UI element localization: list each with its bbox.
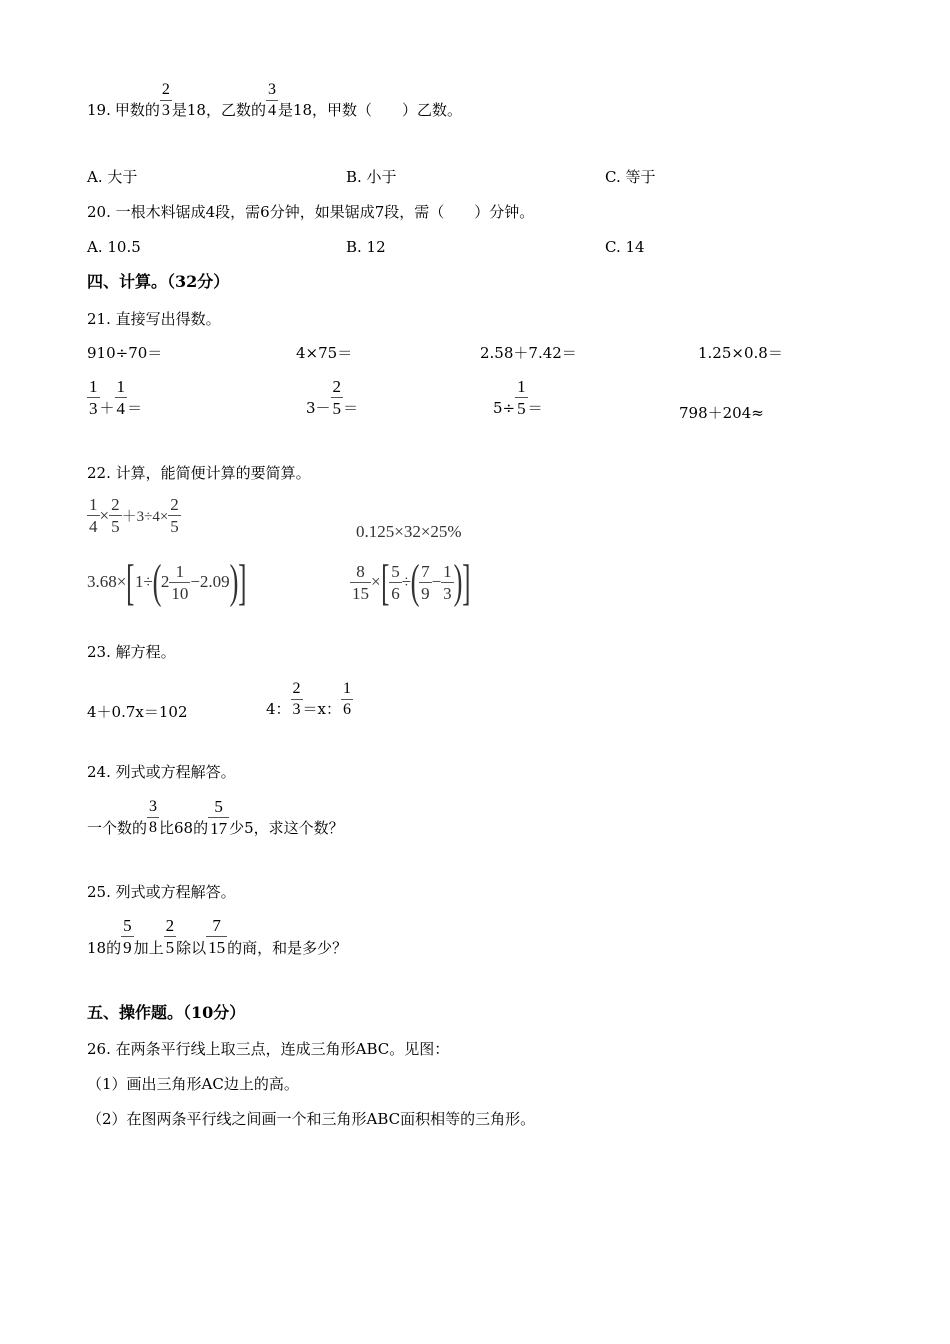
- fraction: [169, 563, 190, 602]
- middle-terms: ＋3÷4×: [121, 509, 169, 525]
- fraction: [291, 681, 303, 718]
- q25-text-4: 的商，和是多少？: [227, 939, 348, 957]
- numerator: 1: [517, 376, 526, 396]
- fraction: [147, 799, 159, 836]
- numerator: 2: [160, 82, 172, 101]
- denominator: 6: [391, 583, 400, 603]
- q22-expression-1: [87, 496, 181, 535]
- numerator: 1: [89, 376, 98, 396]
- q25-problem: [87, 915, 347, 957]
- q23-equation-1: 4＋0.7x＝102: [87, 703, 188, 721]
- q21-item-6: [306, 377, 358, 417]
- fraction: [206, 917, 227, 956]
- q19-number: 19.: [87, 101, 111, 119]
- section-heading-calculation: 四、计算。（32分）: [87, 272, 230, 291]
- fraction: [389, 563, 402, 602]
- prefix: 3－: [306, 399, 331, 417]
- denominator: 17: [210, 818, 228, 838]
- fraction: [121, 917, 134, 956]
- left-paren: (: [152, 555, 162, 608]
- fraction: [160, 82, 172, 119]
- right-bracket: ]: [237, 554, 247, 610]
- question-23: 23. 解方程。: [87, 643, 176, 661]
- prefix: 3.68×: [87, 572, 127, 591]
- q22-expression-2: 0.125×32×25%: [356, 522, 462, 541]
- q22-expression-4: [350, 556, 470, 608]
- q19-text-3: 是18，甲数（ ）乙数。: [277, 101, 463, 119]
- q19-text-1: 甲数的: [114, 101, 160, 119]
- numerator: 3: [266, 82, 278, 101]
- q25-text-3: 除以: [176, 939, 207, 957]
- denominator: 8: [149, 818, 158, 836]
- numerator: 2: [170, 495, 179, 514]
- minus-sign: −: [431, 572, 442, 591]
- q19-option-c: C. 等于: [605, 168, 656, 186]
- left-bracket: [: [126, 554, 135, 610]
- fraction: [331, 378, 344, 417]
- numerator: 2: [332, 376, 342, 396]
- denominator: 15: [352, 583, 369, 603]
- q25-text-1: 18的: [87, 939, 122, 957]
- numerator: 1: [89, 495, 98, 514]
- q26-part-1: （1）画出三角形AC边上的高。: [87, 1075, 299, 1093]
- q21-item-5: [87, 377, 142, 417]
- equals-sign: ＝: [127, 399, 143, 417]
- denominator: 6: [343, 700, 352, 718]
- question-24: 24. 列式或方程解答。: [87, 763, 236, 781]
- fraction: [208, 798, 229, 837]
- denominator: 5: [517, 398, 526, 418]
- right-bracket: ]: [461, 554, 471, 610]
- prefix: 4：: [266, 700, 291, 718]
- q20-option-a: A. 10.5: [87, 238, 141, 256]
- fraction: [87, 496, 100, 535]
- denominator: 9: [421, 583, 430, 603]
- numerator: 1: [116, 376, 126, 396]
- q24-text-1: 一个数的: [87, 819, 148, 837]
- q24-text-3: 少5，求这个数？: [229, 819, 344, 837]
- numerator: 7: [206, 917, 227, 937]
- fraction: [266, 82, 278, 119]
- left-bracket: [: [380, 554, 390, 610]
- question-19: [87, 80, 463, 136]
- numerator: 5: [208, 798, 229, 818]
- question-21: 21. 直接写出得数。: [87, 310, 221, 328]
- denominator: 4: [116, 398, 126, 418]
- denominator: 15: [208, 937, 226, 957]
- section-heading-operation: 五、操作题。（10分）: [87, 1003, 246, 1022]
- fraction: [87, 378, 100, 417]
- one-divide: 1÷: [135, 572, 153, 591]
- q21-item-4: 1.25×0.8＝: [698, 344, 783, 362]
- denominator: 3: [292, 700, 301, 718]
- numerator: 7: [421, 561, 430, 581]
- q25-text-2: 加上: [133, 939, 164, 957]
- fraction: [168, 496, 181, 535]
- right-paren: ): [453, 555, 463, 608]
- numerator: 2: [291, 681, 303, 700]
- denominator: 3: [161, 101, 170, 119]
- question-22: 22. 计算，能简便计算的要简算。: [87, 464, 311, 482]
- numerator: 1: [169, 563, 190, 583]
- q21-item-2: 4×75＝: [296, 344, 353, 362]
- q19-text-2: 是18，乙数的: [171, 101, 266, 119]
- middle: ＝x：: [302, 700, 342, 718]
- question-25: 25. 列式或方程解答。: [87, 883, 236, 901]
- q21-item-7: [493, 377, 543, 417]
- numerator: 5: [391, 561, 400, 581]
- q19-option-a: A. 大于: [87, 168, 138, 186]
- q26-part-2: （2）在图两条平行线之间画一个和三角形ABC面积相等的三角形。: [87, 1110, 536, 1128]
- times-sign: ×: [99, 505, 110, 525]
- equals-sign: ＝: [343, 399, 359, 417]
- numerator: 8: [350, 563, 371, 583]
- numerator: 2: [165, 915, 175, 935]
- denominator: 3: [443, 583, 452, 603]
- fraction: [441, 563, 454, 602]
- fraction: [115, 378, 128, 417]
- q20-option-c: C. 14: [605, 238, 645, 256]
- minus-term: −2.09: [190, 572, 230, 591]
- times-sign: ×: [371, 572, 381, 591]
- fraction: [341, 681, 353, 718]
- plus-sign: ＋: [99, 399, 115, 417]
- question-20: 20. 一根木料锯成4段，需6分钟，如果锯成7段，需（ ）分钟。: [87, 203, 535, 221]
- prefix: 5÷: [493, 399, 516, 417]
- fraction: [164, 917, 177, 956]
- q23-equation-2: [266, 680, 353, 718]
- fraction: [515, 378, 528, 417]
- q21-item-3: 2.58＋7.42＝: [480, 344, 577, 362]
- denominator: 4: [89, 517, 98, 536]
- numerator: 2: [111, 495, 120, 514]
- denominator: 3: [89, 398, 98, 418]
- q20-option-b: B. 12: [346, 238, 386, 256]
- denominator: 5: [111, 517, 120, 536]
- denominator: 5: [170, 517, 179, 536]
- whole-number: 2: [160, 572, 170, 591]
- numerator: 5: [123, 915, 132, 935]
- numerator: 3: [147, 799, 159, 818]
- fraction: [109, 496, 122, 535]
- denominator: 5: [165, 937, 175, 957]
- numerator: 1: [341, 681, 353, 700]
- fraction: [350, 563, 371, 602]
- question-26: 26. 在两条平行线上取三点，连成三角形ABC。见图：: [87, 1040, 450, 1058]
- denominator: 10: [171, 583, 189, 603]
- q21-item-1: 910÷70＝: [87, 344, 163, 362]
- equals-sign: ＝: [527, 399, 543, 417]
- left-paren: (: [410, 555, 420, 608]
- numerator: 1: [443, 561, 452, 581]
- q22-expression-3: [87, 556, 246, 608]
- q24-text-2: 比68的: [159, 819, 209, 837]
- right-paren: ): [229, 555, 239, 608]
- q21-item-8: 798＋204≈: [679, 404, 764, 422]
- denominator: 9: [123, 937, 132, 957]
- divide-sign: ÷: [401, 572, 412, 591]
- fraction: [419, 563, 432, 602]
- q24-problem: [87, 797, 344, 837]
- denominator: 4: [267, 101, 276, 119]
- q19-option-b: B. 小于: [346, 168, 397, 186]
- denominator: 5: [332, 398, 342, 418]
